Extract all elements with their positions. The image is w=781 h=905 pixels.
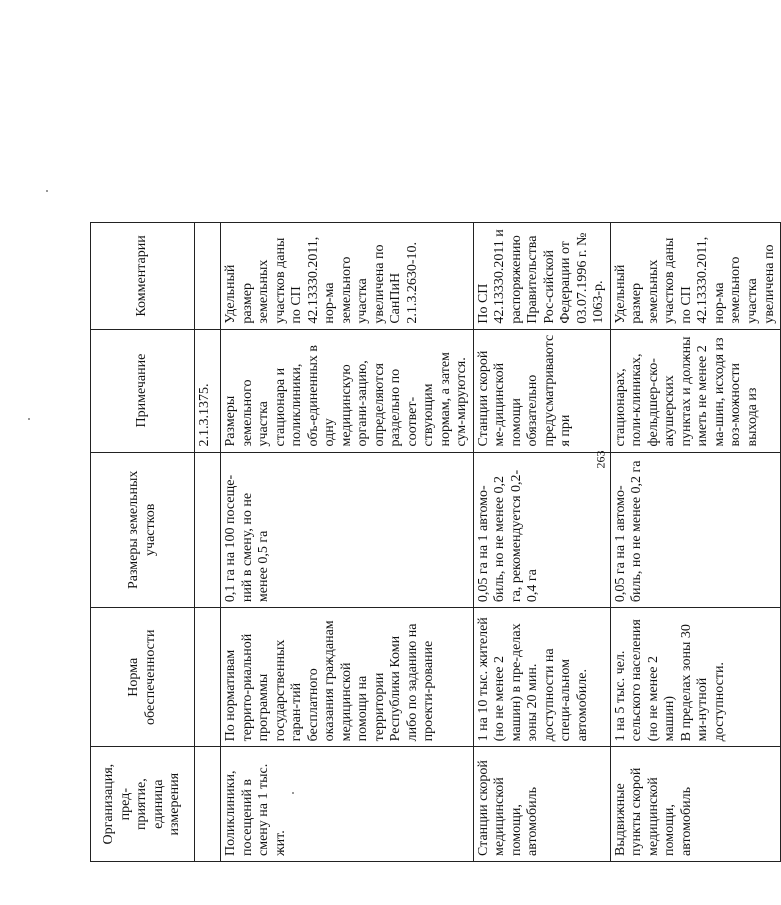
rotated-table-block [90, 42, 777, 862]
table-row [221, 43, 474, 862]
row-norm: 1 на 10 тыс. жителей (но не менее 2 машин) в пре-делах зоны 20 мин. доступности на специ-альном автомобиле. [473, 608, 610, 747]
row-size: 0,05 га на 1 автомо-биль, но не менее 0,2 га, рекомендуется 0,2-0,4 га [473, 452, 610, 608]
continuation-text: 2.1.3.1375. [195, 329, 221, 452]
continuation-empty [195, 747, 221, 862]
continuation-empty [195, 223, 221, 329]
row-note: Размеры земельного участка стационара и поликлиники, объ-единенных в одну медицинскую органи-зацию, определяются раздельно по соответ-ствующим нормам, а затем сум-мируются. [221, 329, 474, 452]
row-org: Поликлиники, посещений в смену на 1 тыс. жит. [221, 747, 474, 862]
header-size: Размеры земельных участков [91, 452, 195, 608]
row-comment: Удельный размер земельных участков даны по СП 42.13330.2011, нор-ма земельного участка увеличена по СанПиН 2.1.3.2630-10. [221, 223, 474, 329]
facilities-table [90, 42, 781, 862]
row-note: стационарах, поли-клиниках, фельдшер-ско-акушерских пунктах и должны иметь не менее 2 ма-шин, исходя из воз-можности выхода из [610, 329, 780, 452]
header-comment: Комментарии [91, 223, 195, 329]
header-org: Организация, пред- приятие, единица измерения [91, 747, 195, 862]
row-norm: 1 на 5 тыс. чел. сельского населения (но не менее 2 машин) В пределах зоны 30 ми-нутной доступности. [610, 608, 780, 747]
scan-speck [28, 418, 30, 420]
row-comment: По СП 42.13330.2011 и распоряжению Правительства Рос-сийской Федерации от 03.07.1996 г. № 1063-р. [473, 223, 610, 329]
table-row [473, 43, 610, 862]
table-row [610, 43, 780, 862]
continuation-row [195, 43, 221, 862]
continuation-empty [195, 452, 221, 608]
scan-speck [46, 190, 48, 192]
continuation-empty [195, 608, 221, 747]
row-size: 0,1 га на 100 посеще-ний в смену, но не менее 0,5 га [221, 452, 474, 608]
header-note: Примечание [91, 329, 195, 452]
row-comment: Удельный размер земельных участков даны по СП 42.13330.2011, нор-ма земельного участка увеличена по [610, 223, 780, 329]
row-size: 0,05 га на 1 автомо-биль, но не менее 0,2 га [610, 452, 780, 608]
row-org: Станции скорой медицинской помощи, автомобиль [473, 747, 610, 862]
header-row [91, 43, 195, 862]
row-org: Выдвижные пункты скорой медицинской помощи, автомобиль [610, 747, 780, 862]
header-norm: Норма обеспеченности [91, 608, 195, 747]
scan-speck [292, 792, 294, 794]
row-note: Станции скорой ме-дицинской помощи обязательно предусматриваются при [473, 329, 610, 452]
row-norm: По нормативам террито-риальной программы государственных гаран-тий бесплатного оказания гражданам медицинской помощи на территории Республики Коми либо по заданию на проекти-рование [221, 608, 474, 747]
page-number: 263 [593, 450, 608, 469]
